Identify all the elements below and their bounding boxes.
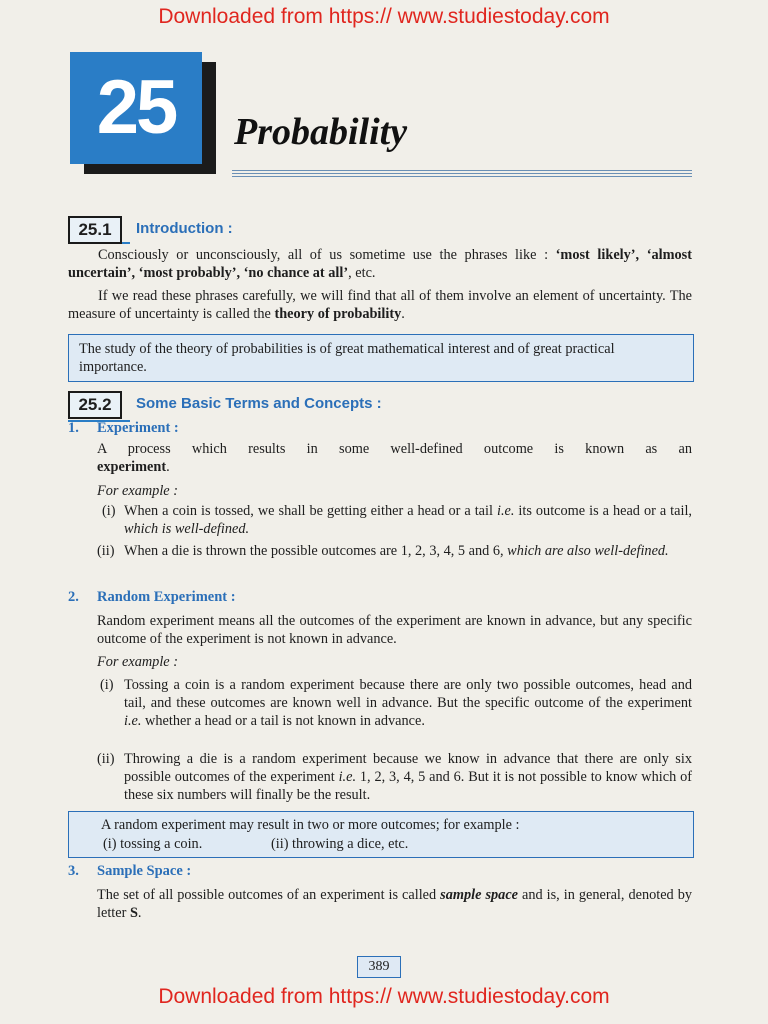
box-text: A random experiment may result in two or more outcomes; for example : <box>101 817 520 833</box>
item-text: A process which results in some well-defined outcome is known as an <box>97 441 692 457</box>
section-number: 25.2 <box>68 391 122 419</box>
chapter-title: Probability <box>234 111 408 153</box>
list-item: When a coin is tossed, we shall be getting either a head or a tail i.e. its outcome is a head or a tail, which is well-defined. <box>124 503 692 537</box>
section-title: Introduction : <box>136 220 233 237</box>
example-label: For example : <box>97 483 178 499</box>
section-number: 25.1 <box>68 216 122 244</box>
item-text: Random experiment means all the outcomes of the experiment are known in advance, but any specific outcome of the experiment is not known in advance. <box>97 613 692 647</box>
item-number: 3. <box>68 863 79 879</box>
list-marker: (ii) <box>97 543 115 559</box>
list-item: When a die is thrown the possible outcomes are 1, 2, 3, 4, 5 and 6, which are also well-defined. <box>124 543 669 559</box>
page-number: 389 <box>357 956 401 978</box>
chapter-number: 25 <box>70 52 202 164</box>
highlight-box <box>68 811 694 858</box>
paragraph: Consciously or unconsciously, all of us sometime use the phrases like : ‘most likely’, ‘almost uncertain’, ‘most probably’, ‘no chance at all’, etc. <box>68 247 692 281</box>
list-marker: (i) <box>102 503 116 519</box>
title-rule <box>232 170 692 171</box>
title-rule <box>232 173 692 174</box>
item-number: 1. <box>68 420 79 436</box>
item-text: The set of all possible outcomes of an experiment is called sample space and is, in general, denoted by letter S. <box>97 887 692 921</box>
example-label: For example : <box>97 654 178 670</box>
list-item: Throwing a die is a random experiment because we know in advance that there are only six possible outcomes of the experiment i.e. 1, 2, 3, 4, 5 and 6. But it is not possible to know which of these six numbers will finally be the result. <box>124 751 692 803</box>
item-heading: Sample Space : <box>97 863 192 879</box>
item-heading: Random Experiment : <box>97 589 236 605</box>
list-marker: (ii) <box>97 751 115 767</box>
section-title: Some Basic Terms and Concepts : <box>136 395 382 412</box>
list-marker: (i) <box>100 677 114 693</box>
watermark-top: Downloaded from https:// www.studiestoday.com <box>158 5 610 28</box>
title-rule <box>232 176 692 177</box>
item-heading: Experiment : <box>97 420 179 436</box>
item-number: 2. <box>68 589 79 605</box>
highlight-box <box>68 334 694 382</box>
box-text: (ii) throwing a dice, etc. <box>271 836 409 852</box>
list-item: Tossing a coin is a random experiment because there are only two possible outcomes, head and tail, and these outcomes are known well in advance. But the specific outcome of the experiment i.e. whether a head or a tail is not known in advance. <box>124 677 692 729</box>
watermark-bottom: Downloaded from https:// www.studiestoday.com <box>158 985 610 1008</box>
paragraph: If we read these phrases carefully, we will find that all of them involve an element of uncertainty. The measure of uncertainty is called the theory of probability. <box>68 288 692 322</box>
box-text: (i) tossing a coin. <box>103 836 203 852</box>
box-text: The study of the theory of probabilities is of great mathematical interest and of great practical importance. <box>79 341 615 375</box>
item-text: experiment. <box>97 459 170 475</box>
